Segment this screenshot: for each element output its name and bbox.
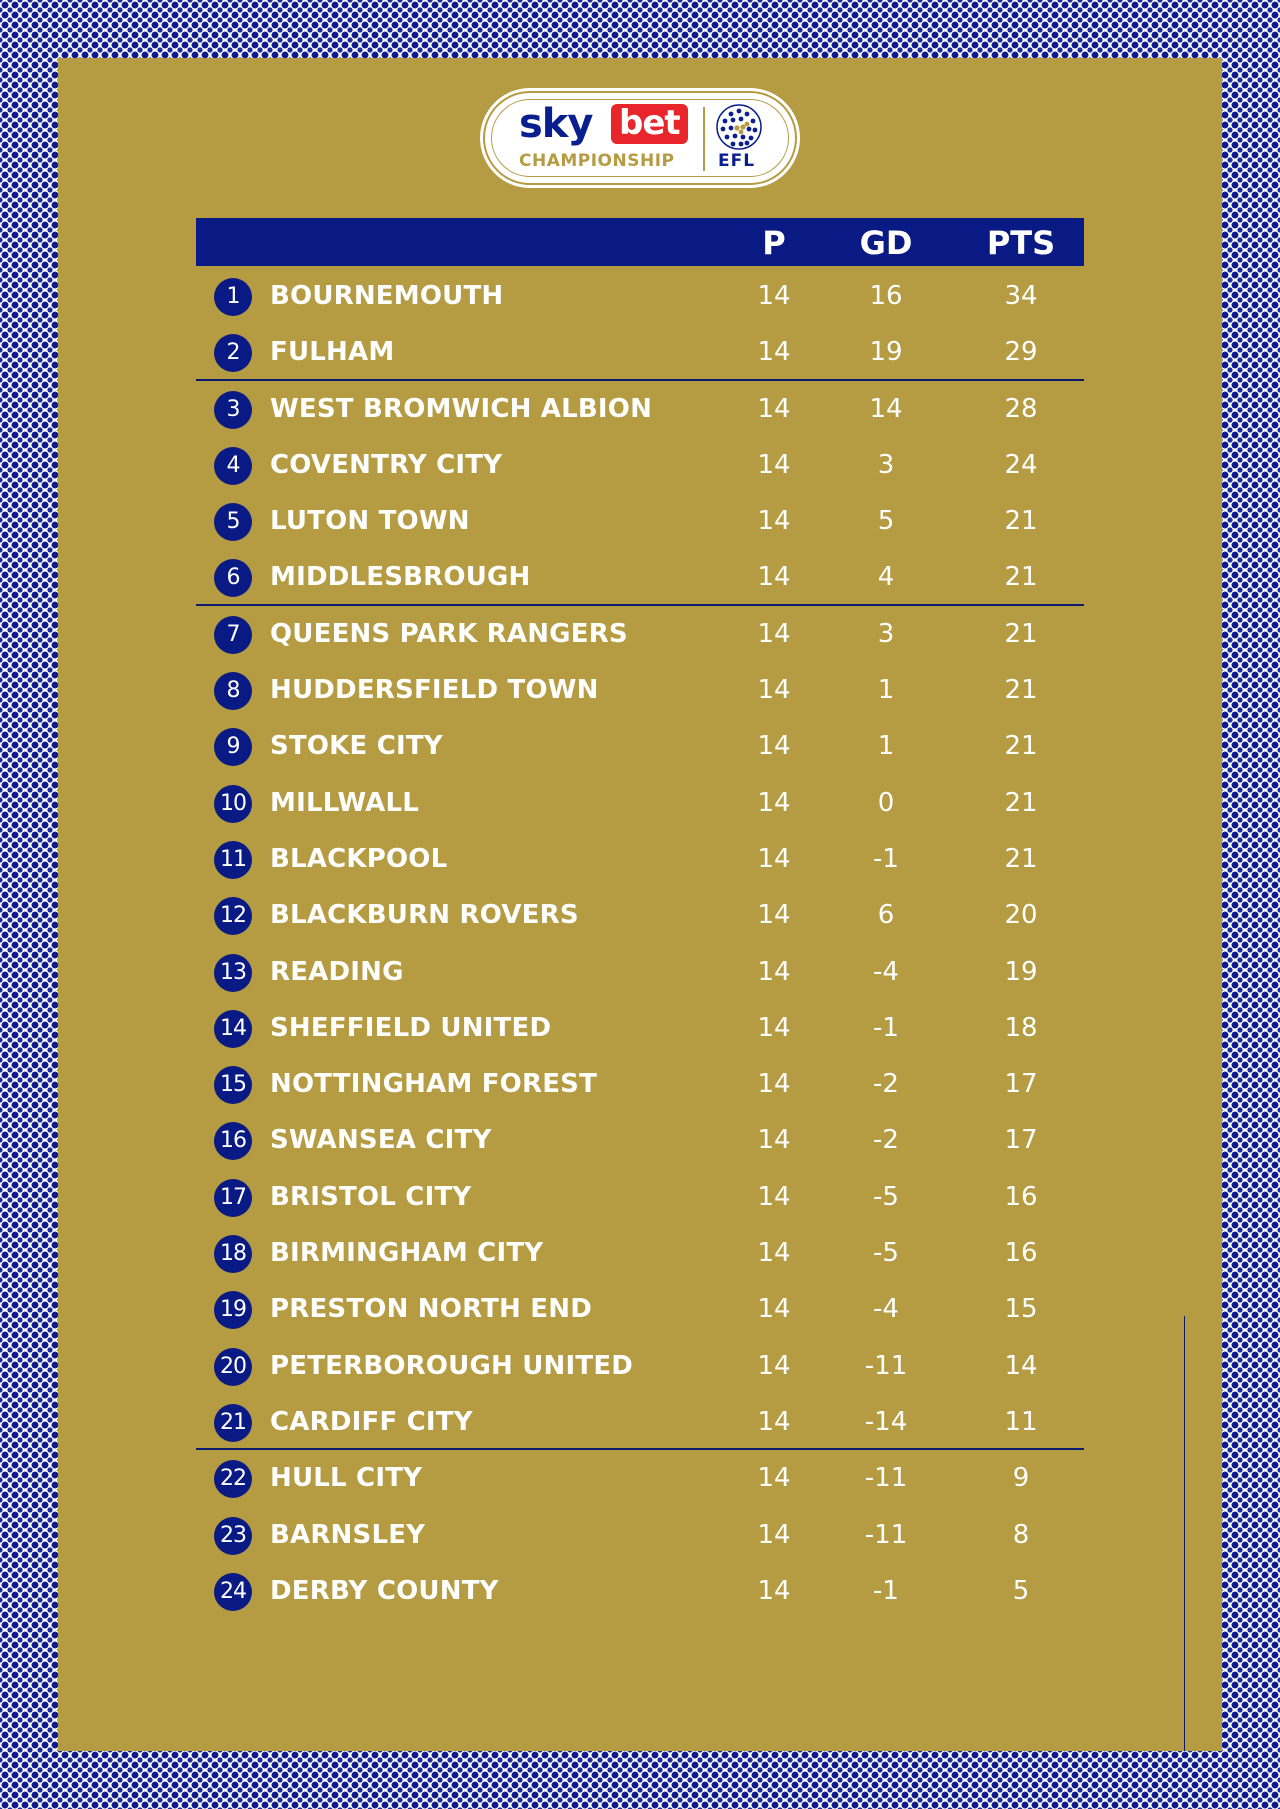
points-cell: 20 [1004, 900, 1038, 931]
team-name: HUDDERSFIELD TOWN [270, 675, 599, 706]
table-row [196, 1112, 1084, 1168]
goal-difference-cell: 14 [869, 393, 903, 424]
goal-difference-cell: 0 [877, 787, 895, 818]
played-cell: 14 [757, 731, 791, 762]
played-cell: 14 [757, 1238, 791, 1269]
goal-difference-cell: 3 [877, 449, 895, 480]
played-cell: 14 [757, 1463, 791, 1494]
goal-difference-cell: -11 [864, 1463, 908, 1494]
team-name: NOTTINGHAM FOREST [270, 1069, 598, 1100]
team-name: PETERBOROUGH UNITED [270, 1350, 634, 1381]
points-cell: 18 [1004, 1012, 1038, 1043]
points-cell: 9 [1012, 1463, 1030, 1494]
team-name: SHEFFIELD UNITED [270, 1012, 552, 1043]
table-row [196, 718, 1084, 774]
goal-difference-cell: 19 [869, 337, 903, 368]
goal-difference-cell: -5 [873, 1181, 899, 1212]
goal-difference-cell: -2 [873, 1125, 899, 1156]
table-row [196, 1000, 1084, 1056]
points-cell: 34 [1004, 281, 1038, 311]
goal-difference-cell: -1 [873, 843, 899, 874]
table-header [196, 218, 1084, 266]
played-cell: 14 [757, 506, 791, 537]
goal-difference-cell: -4 [873, 956, 899, 987]
points-cell: 17 [1004, 1069, 1038, 1100]
position-badge: 8 [214, 672, 252, 710]
played-cell: 14 [757, 393, 791, 424]
points-cell: 21 [1004, 843, 1038, 874]
logo-divider [703, 107, 705, 171]
position-badge: 16 [214, 1122, 252, 1160]
position-badge: 2 [214, 334, 252, 372]
points-cell: 24 [1004, 449, 1038, 480]
team-name: BLACKPOOL [270, 843, 448, 874]
table-row [196, 1169, 1084, 1225]
goal-difference-cell: -2 [873, 1069, 899, 1100]
points-cell: 16 [1004, 1181, 1038, 1212]
goal-difference-cell: 1 [877, 675, 895, 706]
points-cell: 11 [1004, 1406, 1038, 1437]
sky-bet-championship-logo [483, 91, 797, 185]
logo-bet-text: bet [611, 104, 688, 144]
points-cell: 21 [1004, 675, 1038, 706]
team-name: BLACKBURN ROVERS [270, 900, 579, 931]
position-badge: 20 [214, 1348, 252, 1386]
position-badge: 18 [214, 1235, 252, 1273]
goal-difference-cell: 6 [877, 900, 895, 931]
team-name: WEST BROMWICH ALBION [270, 393, 653, 424]
panel-rule [1184, 1316, 1185, 1751]
played-cell: 14 [757, 1294, 791, 1325]
played-cell: 14 [757, 1575, 791, 1606]
position-badge: 22 [214, 1460, 252, 1498]
position-badge: 6 [214, 559, 252, 597]
played-cell: 14 [757, 281, 791, 311]
team-name: PRESTON NORTH END [270, 1294, 592, 1325]
logo-sky-text: sky [519, 101, 593, 147]
played-cell: 14 [757, 1350, 791, 1381]
table-row [196, 1338, 1084, 1394]
table-row [196, 775, 1084, 831]
team-name: MIDDLESBROUGH [270, 562, 531, 593]
header-gd: GD [859, 224, 913, 262]
position-badge: 13 [214, 954, 252, 992]
header-p: P [762, 224, 786, 262]
points-cell: 17 [1004, 1125, 1038, 1156]
team-name: HULL CITY [270, 1463, 423, 1494]
table-row [196, 549, 1084, 605]
table-row [196, 606, 1084, 662]
played-cell: 14 [757, 675, 791, 706]
goal-difference-cell: -14 [864, 1406, 908, 1437]
table-row [196, 381, 1084, 437]
played-cell: 14 [757, 618, 791, 649]
table-row [196, 1507, 1084, 1563]
position-badge: 9 [214, 728, 252, 766]
team-name: DERBY COUNTY [270, 1575, 499, 1606]
played-cell: 14 [757, 1125, 791, 1156]
table-body [196, 268, 1084, 1619]
goal-difference-cell: -11 [864, 1519, 908, 1550]
position-badge: 7 [214, 616, 252, 654]
table-row [196, 493, 1084, 549]
team-name: BARNSLEY [270, 1519, 426, 1550]
position-badge: 10 [214, 785, 252, 823]
position-badge: 5 [214, 503, 252, 541]
logo-efl-text: EFL [718, 151, 756, 171]
played-cell: 14 [757, 562, 791, 593]
played-cell: 14 [757, 787, 791, 818]
table-row [196, 1394, 1084, 1450]
points-cell: 19 [1004, 956, 1038, 987]
points-cell: 28 [1004, 393, 1038, 424]
team-name: QUEENS PARK RANGERS [270, 618, 628, 649]
table-row [196, 662, 1084, 718]
team-name: BRISTOL CITY [270, 1181, 472, 1212]
points-cell: 14 [1004, 1350, 1038, 1381]
position-badge: 17 [214, 1179, 252, 1217]
points-cell: 21 [1004, 562, 1038, 593]
played-cell: 14 [757, 843, 791, 874]
goal-difference-cell: -1 [873, 1575, 899, 1606]
table-row [196, 1450, 1084, 1506]
efl-ball-icon [715, 103, 763, 151]
points-cell: 16 [1004, 1238, 1038, 1269]
position-badge: 23 [214, 1517, 252, 1555]
played-cell: 14 [757, 900, 791, 931]
team-name: MILLWALL [270, 787, 420, 818]
played-cell: 14 [757, 1181, 791, 1212]
table-row [196, 887, 1084, 943]
position-badge: 19 [214, 1291, 252, 1329]
goal-difference-cell: -11 [864, 1350, 908, 1381]
table-row [196, 1281, 1084, 1337]
points-cell: 8 [1012, 1519, 1030, 1550]
table-row [196, 437, 1084, 493]
header-pts: PTS [986, 224, 1056, 262]
goal-difference-cell: 5 [877, 506, 895, 537]
team-name: BIRMINGHAM CITY [270, 1238, 544, 1269]
played-cell: 14 [757, 1406, 791, 1437]
position-badge: 4 [214, 447, 252, 485]
points-cell: 21 [1004, 506, 1038, 537]
points-cell: 21 [1004, 618, 1038, 649]
goal-difference-cell: 1 [877, 731, 895, 762]
points-cell: 15 [1004, 1294, 1038, 1325]
position-badge: 14 [214, 1010, 252, 1048]
points-cell: 5 [1012, 1575, 1030, 1606]
position-badge: 1 [214, 278, 252, 316]
played-cell: 14 [757, 1012, 791, 1043]
points-cell: 29 [1004, 337, 1038, 368]
team-name: COVENTRY CITY [270, 449, 503, 480]
points-cell: 21 [1004, 787, 1038, 818]
goal-difference-cell: 3 [877, 618, 895, 649]
position-badge: 15 [214, 1066, 252, 1104]
position-badge: 24 [214, 1573, 252, 1611]
logo-championship-text: CHAMPIONSHIP [519, 151, 675, 171]
goal-difference-cell: -4 [873, 1294, 899, 1325]
position-badge: 21 [214, 1404, 252, 1442]
position-badge: 12 [214, 897, 252, 935]
points-cell: 21 [1004, 731, 1038, 762]
goal-difference-cell: 16 [869, 281, 903, 311]
team-name: SWANSEA CITY [270, 1125, 492, 1156]
position-badge: 11 [214, 841, 252, 879]
position-badge: 3 [214, 391, 252, 429]
played-cell: 14 [757, 1069, 791, 1100]
table-row [196, 1563, 1084, 1619]
team-name: CARDIFF CITY [270, 1406, 473, 1437]
table-row [196, 1056, 1084, 1112]
played-cell: 14 [757, 449, 791, 480]
played-cell: 14 [757, 1519, 791, 1550]
played-cell: 14 [757, 337, 791, 368]
team-name: FULHAM [270, 337, 395, 368]
goal-difference-cell: -1 [873, 1012, 899, 1043]
table-row [196, 944, 1084, 1000]
table-row [196, 831, 1084, 887]
table-row [196, 268, 1084, 324]
table-row [196, 1225, 1084, 1281]
goal-difference-cell: -5 [873, 1238, 899, 1269]
team-name: READING [270, 956, 404, 987]
played-cell: 14 [757, 956, 791, 987]
team-name: LUTON TOWN [270, 506, 470, 537]
team-name: STOKE CITY [270, 731, 443, 762]
goal-difference-cell: 4 [877, 562, 895, 593]
table-row [196, 324, 1084, 380]
team-name: BOURNEMOUTH [270, 281, 504, 311]
league-table [196, 218, 1084, 1619]
